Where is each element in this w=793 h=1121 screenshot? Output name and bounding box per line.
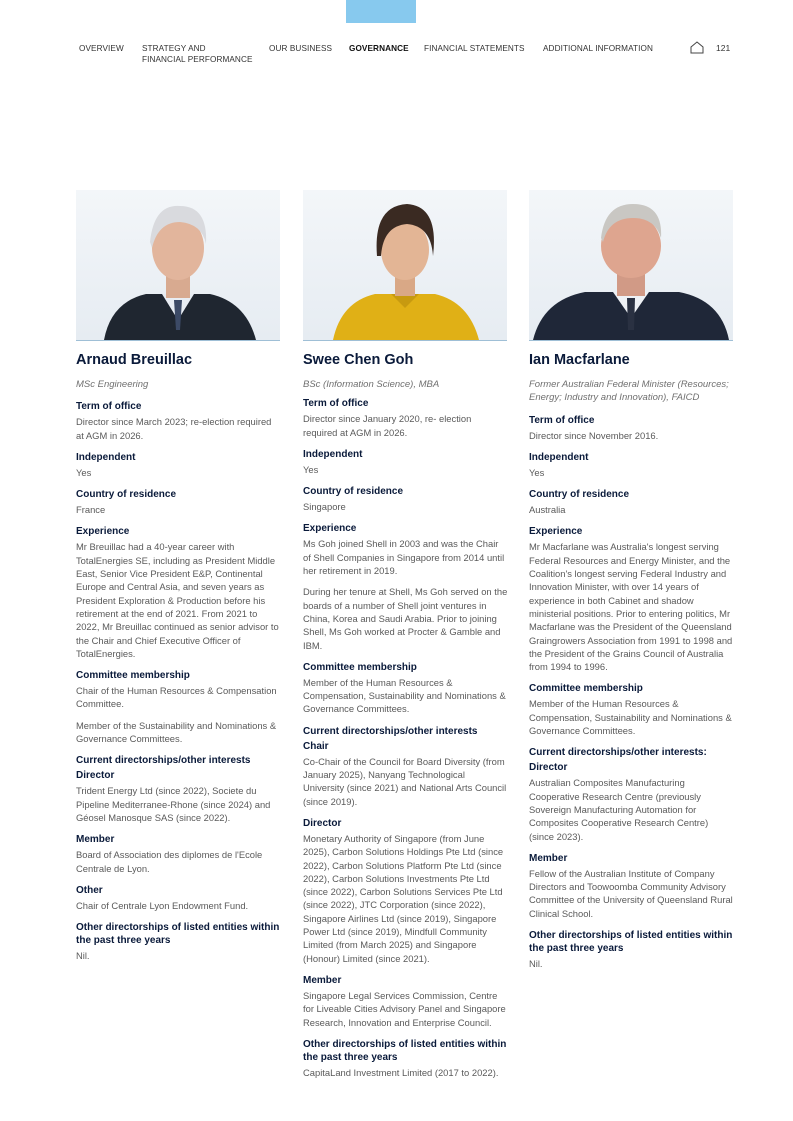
group-text: Board of Association des diplomes de l'Ecole Centrale de Lyon. bbox=[76, 849, 263, 874]
director-name: Swee Chen Goh bbox=[303, 352, 414, 368]
listed-text: Nil. bbox=[76, 950, 90, 962]
nav-governance[interactable]: GOVERNANCE bbox=[349, 44, 409, 53]
nav-our-business[interactable]: OUR BUSINESS bbox=[269, 44, 333, 53]
nav-additional-information[interactable]: ADDITIONAL INFORMATION bbox=[543, 44, 654, 53]
independent-text: Yes bbox=[529, 466, 545, 478]
listed-heading: Other directorships of listed entities within the past three years bbox=[529, 930, 733, 955]
term-text: Director since January 2020, re- election required at AGM in 2026. bbox=[303, 413, 472, 438]
residence-heading: Country of residence bbox=[76, 489, 177, 501]
committee-heading: Committee membership bbox=[303, 661, 417, 673]
group-text: Australian Composites Manufacturing Cooperative Research Centre (previously Sovereign Manufacturing Automation for Composites Cooperative Research Centre) (since 2023). bbox=[529, 777, 709, 842]
director-photo bbox=[303, 190, 507, 341]
director-card-goh bbox=[303, 190, 508, 1079]
independent-heading: Independent bbox=[303, 448, 363, 460]
independent-text: Yes bbox=[303, 463, 319, 475]
committee-text: Member of the Human Resources & Compensation, Sustainability and Nominations & Governance Committees. bbox=[529, 698, 732, 737]
experience-heading: Experience bbox=[303, 523, 357, 535]
experience-heading: Experience bbox=[529, 526, 583, 538]
committee-heading: Committee membership bbox=[529, 683, 643, 695]
director-qualification: Former Australian Federal Minister (Resources; Energy; Industry and Innovation), FAICD bbox=[529, 379, 729, 404]
experience-text: Mr Macfarlane was Australia's longest serving Federal Resources and Energy Minister, and the Coalition's longest serving Federal Industry and Innovation Minister, with over 14 years of experience in both Cabinet and shadow ministerial positions. Prior to entering politics, Mr Macfarlane was the President of the Queensland Graingrowers Association from 1991 to 1998 and the President of the Grains Council of Australia from 1994 to 1996. bbox=[529, 541, 733, 673]
experience-text: Ms Goh joined Shell in 2003 and was the Chair of Shell Companies in Singapore from 2014 until her retirement in 2019. bbox=[303, 538, 505, 577]
nav-strategy-line2[interactable]: FINANCIAL PERFORMANCE bbox=[142, 55, 253, 64]
group-title: Director bbox=[529, 762, 568, 774]
director-card-macfarlane bbox=[529, 190, 734, 970]
director-photo bbox=[529, 190, 733, 341]
group-text: Trident Energy Ltd (since 2022), Societe du Pipeline Mediterranee-Rhone (since 2024) and Géosel Manosque SAS (since 2022). bbox=[76, 785, 271, 823]
group-title: Other bbox=[76, 884, 103, 896]
directorships-heading: Current directorships/other interests: bbox=[529, 747, 707, 759]
group-title: Director bbox=[76, 770, 115, 782]
independent-text: Yes bbox=[76, 466, 92, 478]
term-heading: Term of office bbox=[529, 414, 595, 426]
independent-heading: Independent bbox=[529, 451, 589, 463]
group-title: Member bbox=[529, 852, 568, 864]
group-title: Director bbox=[303, 817, 342, 829]
section-tab-marker bbox=[346, 0, 416, 23]
director-card-breuillac bbox=[76, 190, 281, 962]
residence-text: Australia bbox=[529, 504, 566, 516]
committee-text: Member of the Human Resources & Compensation, Sustainability and Nominations & Governance Committees. bbox=[303, 676, 506, 715]
directorships-heading: Current directorships/other interests bbox=[76, 755, 251, 767]
home-icon[interactable] bbox=[690, 41, 704, 54]
group-title: Member bbox=[303, 974, 342, 986]
residence-heading: Country of residence bbox=[303, 486, 404, 498]
nav-overview[interactable]: OVERVIEW bbox=[79, 44, 124, 53]
listed-heading: Other directorships of listed entities within the past three years bbox=[76, 922, 280, 947]
director-name: Ian Macfarlane bbox=[529, 352, 630, 368]
experience-text: Mr Breuillac had a 40-year career with TotalEnergies SE, including as President Middle East, Senior Vice President E&P, Continental Europe and Central Asia, and seven years as President Exploration & Production before his retirement at the end of 2021. From 2021 to 2022, Mr Breuillac continued as senior advisor to the Chair and Chief Executive Officer of TotalEnergies. bbox=[76, 541, 279, 659]
group-text: Singapore Legal Services Commission, Centre for Liveable Cities Advisory Panel and Singapore Research, Innovation and Enterprise Council. bbox=[303, 989, 506, 1028]
residence-heading: Country of residence bbox=[529, 489, 630, 501]
director-qualification: MSc Engineering bbox=[76, 379, 149, 390]
experience-heading: Experience bbox=[76, 526, 130, 538]
experience-text: During her tenure at Shell, Ms Goh served on the boards of a number of Shell joint ventures in China, Korea and Saudi Arabia. Prior to joining Shell, Ms Goh worked at Procter & Gamble and IBM. bbox=[303, 586, 508, 651]
group-text: Chair of Centrale Lyon Endowment Fund. bbox=[76, 899, 249, 911]
term-heading: Term of office bbox=[76, 401, 142, 413]
director-name: Arnaud Breuillac bbox=[76, 352, 193, 368]
directorships-heading: Current directorships/other interests bbox=[303, 725, 478, 737]
listed-heading: Other directorships of listed entities within the past three years bbox=[303, 1038, 507, 1063]
term-heading: Term of office bbox=[303, 398, 369, 410]
group-text: Co-Chair of the Council for Board Diversity (from January 2025), Nanyang Technological University (since 2021) and National Arts Council (since 2019). bbox=[303, 755, 507, 807]
listed-text: Nil. bbox=[529, 958, 543, 970]
committee-heading: Committee membership bbox=[76, 670, 190, 682]
group-title: Chair bbox=[303, 740, 329, 752]
committee-text: Chair of the Human Resources & Compensation Committee. bbox=[76, 685, 277, 710]
page-number: 121 bbox=[716, 43, 731, 53]
residence-text: Singapore bbox=[303, 501, 346, 513]
group-text: Fellow of the Australian Institute of Company Directors and Toowoomba Community Advisory Committee of the University of Queensland Rural Clinical School. bbox=[529, 867, 733, 919]
term-text: Director since March 2023; re-election required at AGM in 2026. bbox=[76, 416, 272, 441]
director-qualification: BSc (Information Science), MBA bbox=[303, 379, 440, 390]
director-photo bbox=[76, 190, 280, 341]
residence-text: France bbox=[76, 504, 106, 516]
independent-heading: Independent bbox=[76, 451, 136, 463]
nav-strategy[interactable]: STRATEGY AND bbox=[142, 44, 206, 53]
term-text: Director since November 2016. bbox=[529, 429, 659, 441]
group-title: Member bbox=[76, 834, 115, 846]
committee-text: Member of the Sustainability and Nominations & Governance Committees. bbox=[76, 719, 277, 745]
listed-text: CapitaLand Investment Limited (2017 to 2022). bbox=[303, 1066, 499, 1078]
group-text: Monetary Authority of Singapore (from June 2025), Carbon Solutions Holdings Pte Ltd (since 2022), Carbon Solutions Platform Pte Ltd (since 2022), Carbon Solutions Investments Pte Ltd (since 2022), Carbon Solutions Services Pte Ltd (since 2022), JTC Corporation (since 2022), Singapore Airlines Ltd (since 2019), Singapore Power Ltd (since 2019), Mindfull Community Limited (from March 2025) and Singapore (Honour) Limited (since 2021). bbox=[303, 832, 504, 964]
nav-financial-statements[interactable]: FINANCIAL STATEMENTS bbox=[424, 44, 525, 53]
